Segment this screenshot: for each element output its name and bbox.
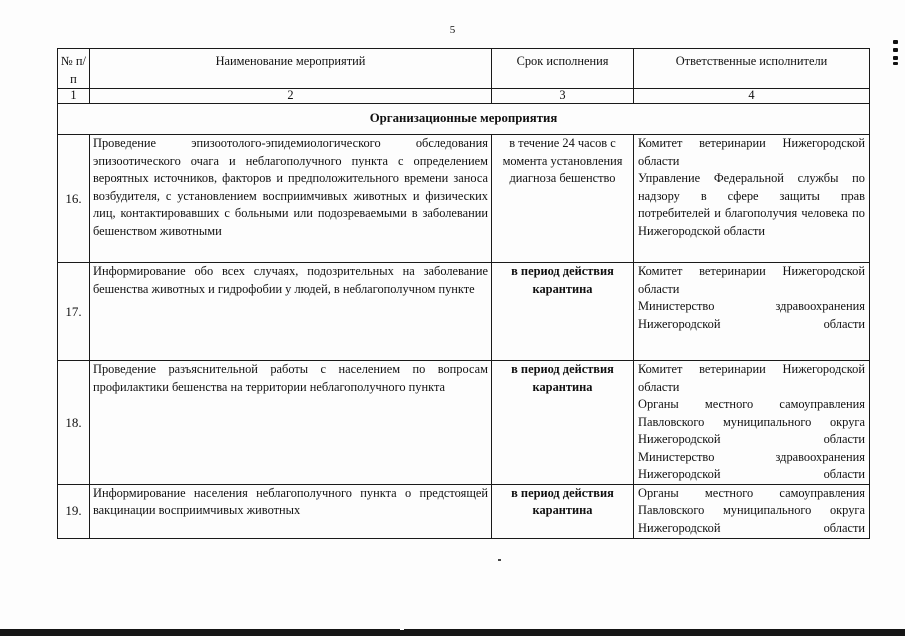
execution-term: в период действия карантина bbox=[492, 263, 634, 361]
table-row bbox=[58, 361, 870, 485]
responsible-executors bbox=[634, 484, 870, 538]
page-number: 5 bbox=[449, 24, 456, 36]
execution-term: в период действия карантина bbox=[492, 484, 634, 538]
header-term: Срок исполнения bbox=[492, 49, 634, 89]
header-name: Наименование мероприятий bbox=[90, 49, 492, 89]
activity-name: Проведение эпизоотолого-эпидемиологического обследования эпизоотического очага и неблагополучного пункта с определением вероятных источников, факторов и предположительного времени заноса возбудителя, с установлением восприимчивых животных и физических лиц, контактировавших с больными или подозреваемыми в заболевании бешенством животными bbox=[90, 135, 492, 263]
responsible-item: Комитет ветеринарии Нижегородской области bbox=[638, 362, 865, 394]
responsible-item: Комитет ветеринарии Нижегородской области bbox=[638, 264, 865, 296]
activity-name: Информирование обо всех случаях, подозрительных на заболевание бешенства животных и гидрофобии у людей, в неблагополучном пункте bbox=[90, 263, 492, 361]
execution-term: в период действия карантина bbox=[492, 361, 634, 485]
header-responsible: Ответственные исполнители bbox=[634, 49, 870, 89]
column-number: 2 bbox=[90, 89, 492, 104]
scan-border-gap bbox=[400, 627, 404, 630]
responsible-item: Органы местного самоуправления Павловского муниципального округа Нижегородской области bbox=[638, 397, 865, 446]
column-number-row bbox=[58, 89, 870, 104]
execution-term: в течение 24 часов с момента установления диагноза бешенство bbox=[492, 135, 634, 263]
row-number: 16. bbox=[58, 135, 90, 263]
responsible-item: Министерство здравоохранения Нижегородской области bbox=[638, 299, 865, 331]
row-number: 18. bbox=[58, 361, 90, 485]
column-number: 1 bbox=[58, 89, 90, 104]
responsible-executors bbox=[634, 263, 870, 361]
column-number: 3 bbox=[492, 89, 634, 104]
responsible-executors bbox=[634, 361, 870, 485]
scan-border-bar bbox=[0, 629, 905, 636]
activity-name: Информирование населения неблагополучного пункта о предстоящей вакцинации восприимчивых животных bbox=[90, 484, 492, 538]
row-number: 19. bbox=[58, 484, 90, 538]
column-number: 4 bbox=[634, 89, 870, 104]
responsible-executors bbox=[634, 135, 870, 263]
scan-mark-icon bbox=[893, 40, 898, 68]
activity-name: Проведение разъяснительной работы с населением по вопросам профилактики бешенства на территории неблагополучного пункта bbox=[90, 361, 492, 485]
header-num: № п/п bbox=[58, 49, 90, 89]
table-row bbox=[58, 263, 870, 361]
section-title: Организационные мероприятия bbox=[58, 104, 870, 135]
scan-speck bbox=[498, 559, 501, 561]
activities-table bbox=[57, 48, 870, 539]
section-row bbox=[58, 104, 870, 135]
responsible-item: Управление Федеральной службы по надзору в сфере защиты прав потребителей и благополучия человека по Нижегородской области bbox=[638, 171, 865, 238]
table-header-row bbox=[58, 49, 870, 89]
table-row bbox=[58, 484, 870, 538]
responsible-item: Комитет ветеринарии Нижегородской области bbox=[638, 136, 865, 168]
table-row bbox=[58, 135, 870, 263]
responsible-item: Министерство здравоохранения Нижегородской области bbox=[638, 449, 865, 481]
responsible-item: Органы местного самоуправления Павловского муниципального округа Нижегородской области bbox=[638, 485, 865, 535]
row-number: 17. bbox=[58, 263, 90, 361]
